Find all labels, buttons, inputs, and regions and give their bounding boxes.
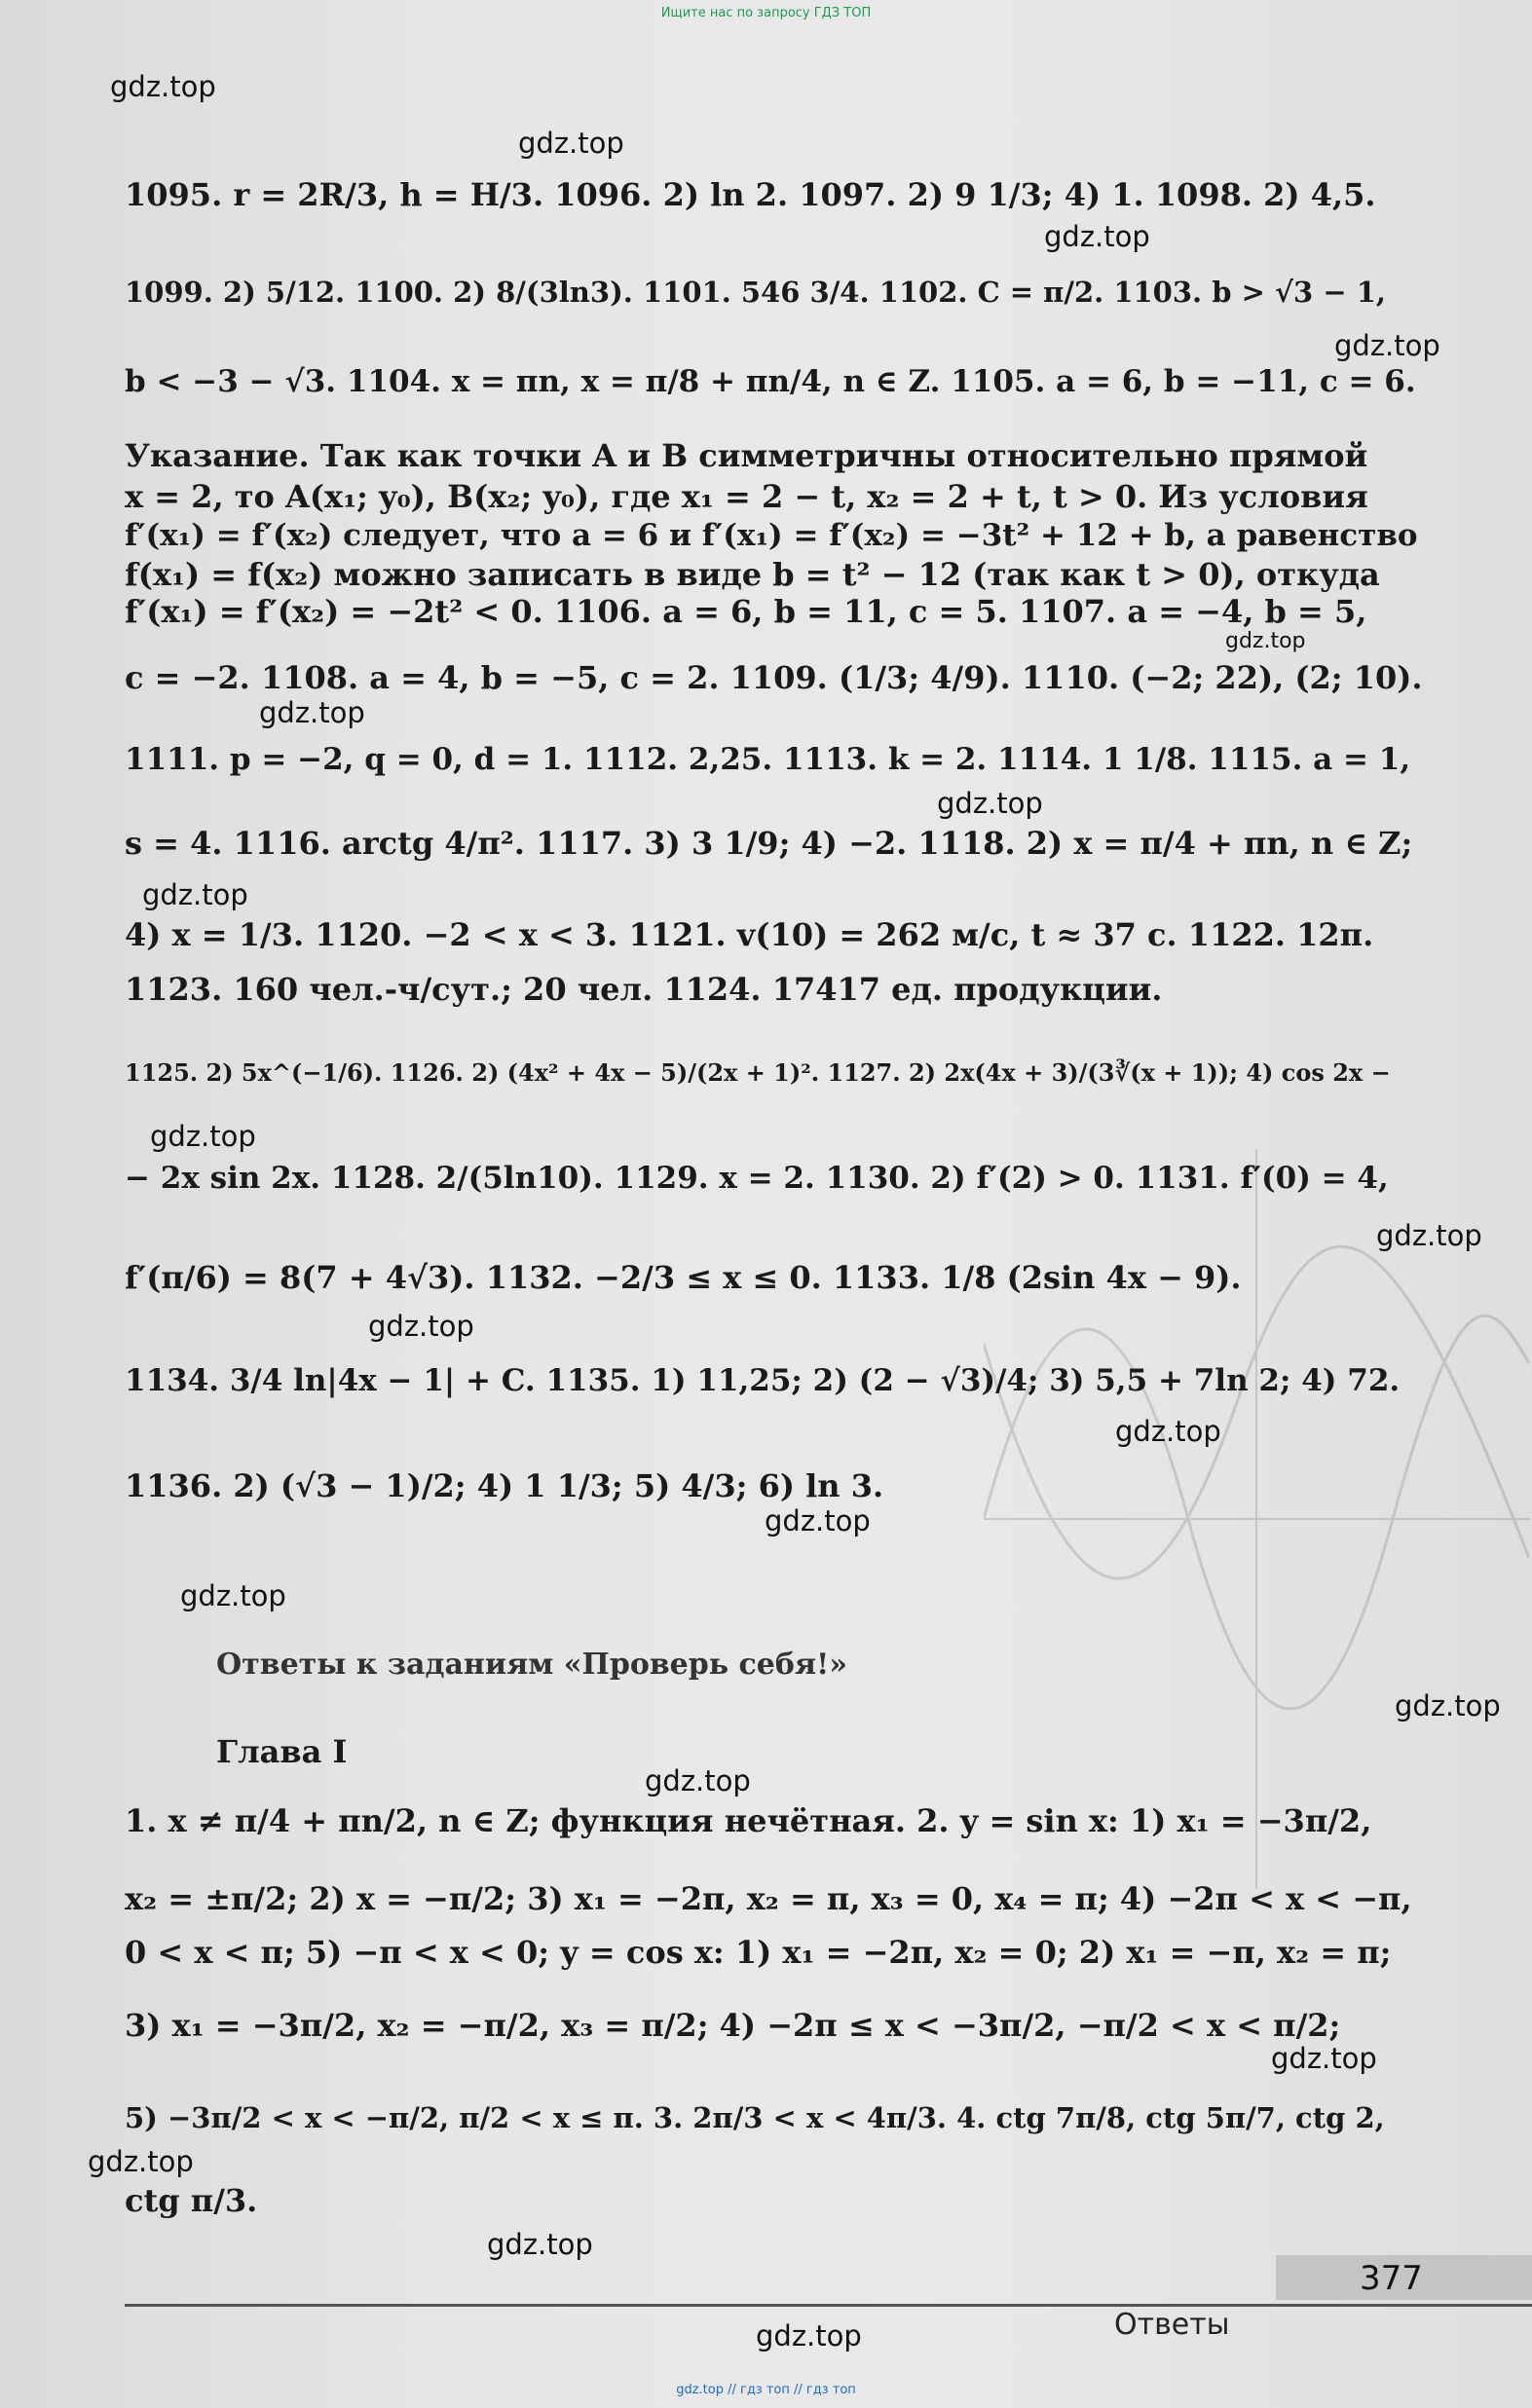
answer-line: 1095. r = 2R/3, h = H/3. 1096. 2) ln 2. 1097. 2) 9 1/3; 4) 1. 1098. 2) 4,5. bbox=[125, 176, 1376, 213]
chapter-answer-line: ctg π/3. bbox=[125, 2182, 258, 2219]
answer-line: 1099. 2) 5/12. 1100. 2) 8/(3ln3). 1101. 546 3/4. 1102. C = π/2. 1103. b > √3 − 1, bbox=[125, 276, 1387, 309]
chapter-answer-line: 5) −3π/2 < x < −π/2, π/2 < x ≤ π. 3. 2π/3 < x < 4π/3. 4. ctg 7π/8, ctg 5π/7, ctg 2, bbox=[125, 2101, 1385, 2134]
top-banner[interactable]: Ищите нас по запросу ГДЗ ТОП bbox=[660, 6, 872, 20]
chapter-title: Глава I bbox=[216, 1733, 348, 1770]
watermark[interactable]: gdz.top bbox=[110, 70, 216, 103]
chapter-answer-line: 0 < x < π; 5) −π < x < 0; y = cos x: 1) x₁ = −2π, x₂ = 0; 2) x₁ = −π, x₂ = π; bbox=[125, 1934, 1392, 1971]
page-number: 377 bbox=[1360, 2259, 1423, 2298]
watermark[interactable]: gdz.top bbox=[765, 1504, 871, 1537]
answer-line: f(x₁) = f(x₂) можно записать в виде b = t² − 12 (так как t > 0), откуда bbox=[125, 556, 1380, 593]
answer-line: 4) x = 1/3. 1120. −2 < x < 3. 1121. v(10) = 262 м/с, t ≈ 37 с. 1122. 12π. bbox=[125, 916, 1374, 953]
chapter-answer-line: 3) x₁ = −3π/2, x₂ = −π/2, x₃ = π/2; 4) −2π ≤ x < −3π/2, −π/2 < x < π/2; bbox=[125, 2007, 1341, 2044]
answer-line: − 2x sin 2x. 1128. 2/(5ln10). 1129. x = 2. 1130. 2) f′(2) > 0. 1131. f′(0) = 4, bbox=[125, 1161, 1389, 1196]
watermark[interactable]: gdz.top bbox=[1115, 1415, 1221, 1448]
answer-line: 1125. 2) 5x^(−1/6). 1126. 2) (4x² + 4x − 5)/(2x + 1)². 1127. 2) 2x(4x + 3)/(3∛(x + 1)); 4) cos 2x − bbox=[125, 1058, 1391, 1087]
watermark[interactable]: gdz.top bbox=[487, 2228, 593, 2261]
bottom-banner[interactable]: gdz.top // гдз топ // гдз топ bbox=[676, 2383, 856, 2397]
answer-line: 1123. 160 чел.-ч/сут.; 20 чел. 1124. 17417 ед. продукции. bbox=[125, 971, 1163, 1008]
watermark[interactable]: gdz.top bbox=[1395, 1689, 1501, 1723]
watermark[interactable]: gdz.top bbox=[518, 127, 624, 160]
footer-rule bbox=[125, 2304, 1532, 2307]
answer-line: f′(x₁) = f′(x₂) следует, что a = 6 и f′(x₁) = f′(x₂) = −3t² + 12 + b, а равенство bbox=[125, 518, 1418, 553]
watermark[interactable]: gdz.top bbox=[1376, 1219, 1482, 1252]
watermark[interactable]: gdz.top bbox=[142, 878, 248, 911]
watermark[interactable]: gdz.top bbox=[1044, 220, 1150, 253]
watermark[interactable]: gdz.top bbox=[88, 2145, 194, 2178]
answer-line: 1134. 3/4 ln|4x − 1| + C. 1135. 1) 11,25; 2) (2 − √3)/4; 3) 5,5 + 7ln 2; 4) 72. bbox=[125, 1363, 1401, 1398]
answer-line: c = −2. 1108. a = 4, b = −5, c = 2. 1109. (1/3; 4/9). 1110. (−2; 22), (2; 10). bbox=[125, 659, 1423, 696]
watermark[interactable]: gdz.top bbox=[259, 696, 365, 729]
chapter-answer-line: x₂ = ±π/2; 2) x = −π/2; 3) x₁ = −2π, x₂ = π, x₃ = 0, x₄ = π; 4) −2π < x < −π, bbox=[125, 1880, 1412, 1917]
answer-line: f′(x₁) = f′(x₂) = −2t² < 0. 1106. a = 6, b = 11, c = 5. 1107. a = −4, b = 5, bbox=[125, 593, 1367, 630]
answer-line: f′(π/6) = 8(7 + 4√3). 1132. −2/3 ≤ x ≤ 0. 1133. 1/8 (2sin 4x − 9). bbox=[125, 1259, 1242, 1296]
answer-line: x = 2, то A(x₁; y₀), B(x₂; y₀), где x₁ = 2 − t, x₂ = 2 + t, t > 0. Из условия bbox=[125, 478, 1368, 515]
watermark[interactable]: gdz.top bbox=[756, 2319, 862, 2352]
section-title: Ответы к заданиям «Проверь себя!» bbox=[216, 1648, 847, 1682]
running-footer: Ответы bbox=[1114, 2308, 1230, 2342]
watermark[interactable]: gdz.top bbox=[1271, 2042, 1377, 2075]
answer-line: Указание. Так как точки A и B симметричны относительно прямой bbox=[125, 437, 1368, 474]
chapter-answer-line: 1. x ≠ π/4 + πn/2, n ∈ Z; функция нечётная. 2. y = sin x: 1) x₁ = −3π/2, bbox=[125, 1802, 1372, 1839]
watermark[interactable]: gdz.top bbox=[368, 1310, 474, 1343]
answer-line: 1111. p = −2, q = 0, d = 1. 1112. 2,25. 1113. k = 2. 1114. 1 1/8. 1115. a = 1, bbox=[125, 742, 1411, 777]
answer-line: s = 4. 1116. arctg 4/π². 1117. 3) 3 1/9; 4) −2. 1118. 2) x = π/4 + πn, n ∈ Z; bbox=[125, 825, 1413, 862]
watermark[interactable]: gdz.top bbox=[645, 1764, 751, 1797]
answer-line: b < −3 − √3. 1104. x = πn, x = π/8 + πn/4, n ∈ Z. 1105. a = 6, b = −11, c = 6. bbox=[125, 364, 1416, 399]
page-number-tab bbox=[1276, 2255, 1532, 2300]
answer-line: 1136. 2) (√3 − 1)/2; 4) 1 1/3; 5) 4/3; 6) ln 3. bbox=[125, 1467, 884, 1504]
watermark[interactable]: gdz.top bbox=[150, 1120, 256, 1153]
watermark[interactable]: gdz.top bbox=[1225, 629, 1306, 653]
watermark[interactable]: gdz.top bbox=[937, 787, 1043, 820]
watermark[interactable]: gdz.top bbox=[1334, 329, 1440, 362]
watermark[interactable]: gdz.top bbox=[180, 1579, 286, 1612]
